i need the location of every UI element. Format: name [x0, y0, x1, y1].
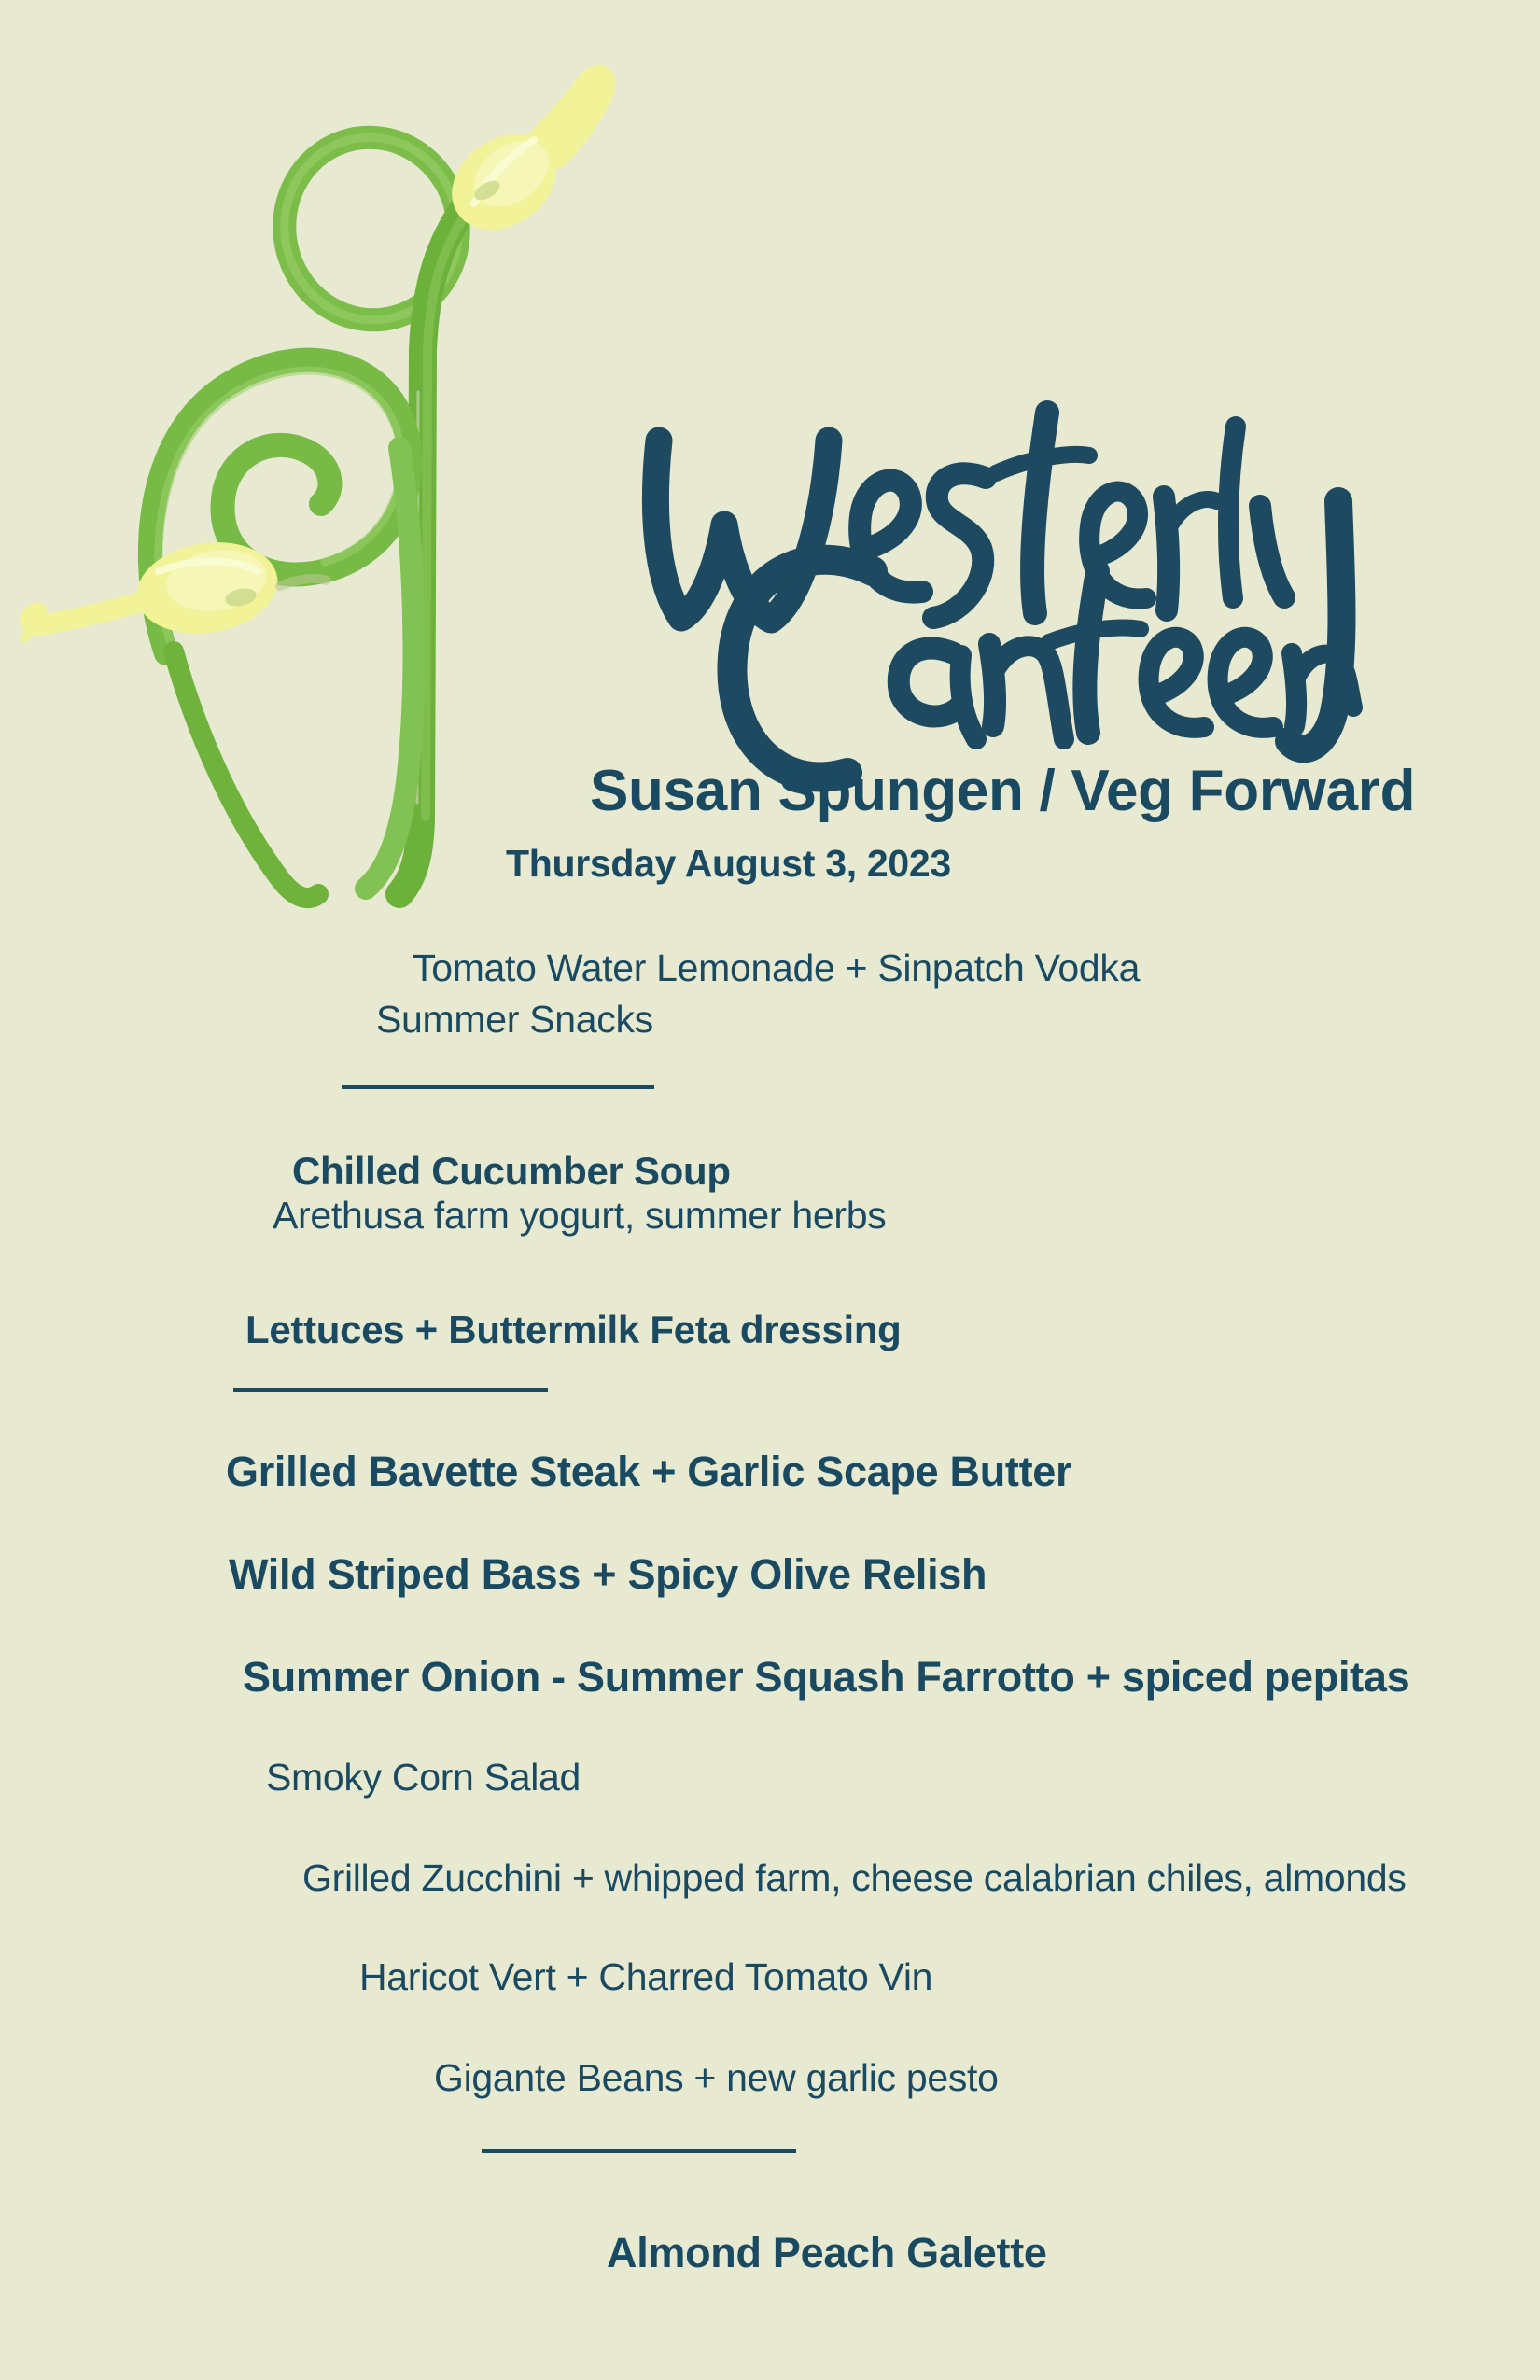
event-date: Thursday August 3, 2023: [506, 842, 951, 885]
menu-item-gigante-beans: Gigante Beans + new garlic pesto: [434, 2056, 999, 2099]
menu-item-arethusa-yogurt: Arethusa farm yogurt, summer herbs: [273, 1194, 887, 1237]
scape-spiral-tail-left: [174, 651, 318, 898]
scape-bud-left: [24, 533, 327, 644]
menu-item-lettuces: Lettuces + Buttermilk Feta dressing: [245, 1308, 902, 1351]
menu-item-cucumber-soup: Chilled Cucumber Soup: [292, 1149, 731, 1193]
section-divider-2: [233, 1388, 548, 1392]
menu-item-bavette-steak: Grilled Bavette Steak + Garlic Scape Butter: [226, 1448, 1072, 1495]
menu-item-corn-salad: Smoky Corn Salad: [266, 1756, 581, 1799]
menu-item-haricot-vert: Haricot Vert + Charred Tomato Vin: [359, 1955, 933, 1998]
page-title: Susan Spungen / Veg Forward: [590, 759, 1416, 823]
menu-item-peach-galette: Almond Peach Galette: [607, 2229, 1047, 2276]
menu-item-grilled-zucchini: Grilled Zucchini + whipped farm, cheese calabrian chiles, almonds: [302, 1856, 1407, 1899]
logo-westerly-canteen: [655, 413, 1353, 777]
menu-item-tomato-lemonade: Tomato Water Lemonade + Sinpatch Vodka: [413, 946, 1141, 989]
garlic-scape-illustration: [24, 77, 604, 898]
menu-item-striped-bass: Wild Striped Bass + Spicy Olive Relish: [229, 1550, 987, 1598]
section-divider-3: [482, 2149, 796, 2153]
section-divider-1: [342, 1085, 654, 1089]
menu-item-farrotto: Summer Onion - Summer Squash Farrotto + spiced pepitas: [243, 1653, 1410, 1701]
menu-item-summer-snacks: Summer Snacks: [376, 998, 653, 1041]
